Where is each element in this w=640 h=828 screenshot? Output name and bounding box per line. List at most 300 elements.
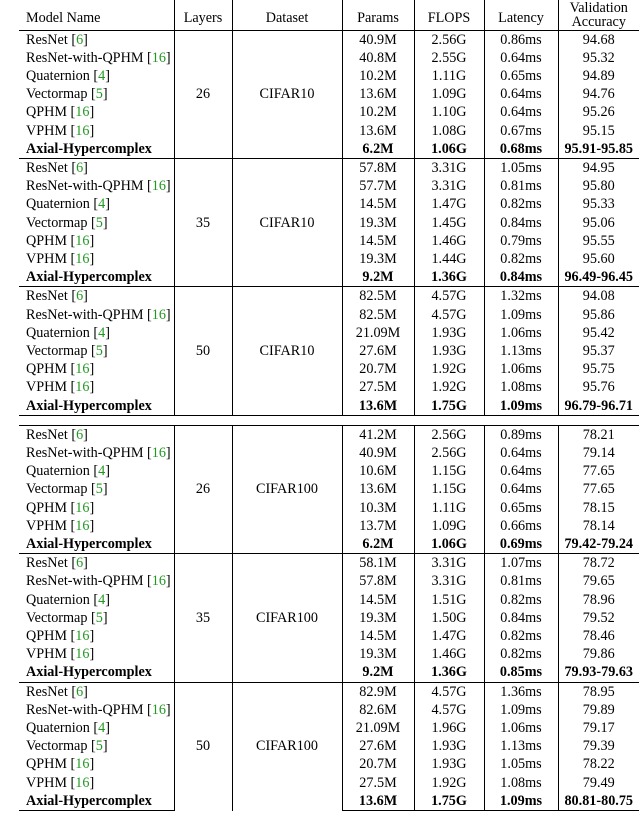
latency-cell: 1.13ms [484, 342, 558, 360]
model-name: VPHM [26, 379, 67, 396]
model-name-cell: Quaternion [4] [19, 462, 174, 480]
citation-link[interactable]: 6 [76, 555, 84, 572]
params-cell: 14.5M [342, 591, 414, 609]
citation-link[interactable]: 16 [75, 517, 90, 534]
params-cell: 13.6M [342, 397, 414, 416]
model-name-cell [19, 792, 174, 811]
model-name-cell: Vectormap [5] [19, 85, 174, 103]
citation-link[interactable]: 16 [75, 104, 90, 121]
latency-cell: 0.82ms [484, 250, 558, 268]
citation-link[interactable]: 5 [95, 214, 103, 231]
flops-cell: 1.09G [414, 517, 484, 535]
accuracy-cell: 95.26 [582, 104, 615, 121]
model-name-cell: Quaternion [4] [19, 324, 174, 342]
model-name-cell: VPHM [16] [19, 378, 174, 396]
model-name: ResNet [26, 555, 68, 572]
accuracy-cell: 95.76 [582, 379, 615, 396]
latency-cell: 0.82ms [484, 627, 558, 645]
flops-cell: 3.31G [414, 177, 484, 195]
model-name-cell: ResNet [6] [19, 287, 174, 306]
model-name: Axial-Hypercomplex [26, 397, 152, 414]
params-cell: 41.2M [342, 425, 414, 444]
table-row [19, 30, 639, 49]
flops-cell: 1.15G [414, 462, 484, 480]
flops-cell: 1.45G [414, 214, 484, 232]
latency-cell: 0.84ms [484, 214, 558, 232]
citation-link[interactable]: 16 [75, 774, 90, 791]
accuracy-cell: 79.52 [582, 609, 615, 626]
accuracy-cell: 79.65 [582, 573, 615, 590]
citation-link[interactable]: 6 [76, 31, 84, 48]
header-dataset: Dataset [232, 0, 342, 30]
flops-cell: 1.46G [414, 645, 484, 663]
model-name: QPHM [26, 628, 67, 644]
citation-link[interactable]: 4 [98, 324, 106, 341]
flops-cell: 1.92G [414, 378, 484, 396]
model-name-cell: VPHM [16] [19, 122, 174, 140]
model-name-cell: Quaternion [4] [19, 591, 174, 609]
accuracy-cell: 79.89 [582, 701, 615, 718]
citation-link[interactable]: 4 [98, 720, 106, 737]
model-name: Axial-Hypercomplex [26, 664, 152, 681]
accuracy-cell: 94.68 [558, 30, 639, 49]
citation-link[interactable]: 16 [151, 306, 166, 323]
latency-cell: 1.09ms [484, 306, 558, 324]
dataset-cell: CIFAR100 [232, 425, 342, 553]
citation-link[interactable]: 5 [95, 86, 103, 103]
table-header-row [19, 0, 639, 30]
flops-cell: 2.56G [414, 444, 484, 462]
citation-link[interactable]: 6 [76, 159, 84, 176]
results-table-container [19, 0, 639, 811]
model-name: QPHM [26, 232, 67, 249]
model-name: Quaternion [26, 463, 90, 480]
flops-cell: 1.11G [414, 499, 484, 517]
latency-cell: 0.82ms [484, 645, 558, 663]
flops-cell: 1.15G [414, 480, 484, 498]
latency-cell: 1.32ms [484, 287, 558, 306]
model-name: ResNet-with-QPHM [26, 701, 144, 718]
model-name: Axial-Hypercomplex [26, 792, 152, 809]
accuracy-cell: 95.75 [582, 361, 615, 378]
model-name-cell: ResNet-with-QPHM [16] [19, 572, 174, 590]
params-cell: 14.5M [342, 232, 414, 250]
latency-cell: 0.64ms [484, 462, 558, 480]
params-cell: 14.5M [342, 195, 414, 213]
citation-link[interactable]: 16 [75, 379, 90, 396]
model-name-cell: Quaternion [4] [19, 719, 174, 737]
latency-cell: 1.06ms [484, 324, 558, 342]
accuracy-cell: 78.95 [558, 682, 639, 701]
model-name: ResNet-with-QPHM [26, 49, 144, 66]
params-cell: 57.8M [342, 158, 414, 177]
citation-link[interactable]: 5 [95, 609, 103, 626]
layers-cell: 35 [174, 158, 232, 286]
table-row [19, 287, 639, 306]
latency-cell: 0.81ms [484, 572, 558, 590]
model-name: Quaternion [26, 67, 90, 84]
model-name-cell: ResNet [6] [19, 30, 174, 49]
flops-cell: 2.56G [414, 425, 484, 444]
model-name-cell: QPHM [16] [19, 232, 174, 250]
latency-cell: 1.08ms [484, 774, 558, 792]
citation-link[interactable]: 16 [151, 573, 166, 590]
params-cell: 57.8M [342, 572, 414, 590]
layers-cell: 26 [174, 30, 232, 158]
latency-cell: 0.64ms [484, 103, 558, 121]
citation-link[interactable]: 16 [75, 250, 90, 267]
accuracy-cell: 79.42-79.24 [564, 535, 634, 552]
model-name: QPHM [26, 499, 67, 516]
model-name-cell: ResNet [6] [19, 682, 174, 701]
params-cell: 6.2M [342, 535, 414, 554]
table-row [19, 425, 639, 444]
dataset-cell: CIFAR100 [232, 554, 342, 682]
latency-cell: 1.09ms [484, 701, 558, 719]
table-row [19, 554, 639, 573]
accuracy-cell: 79.17 [582, 720, 615, 737]
model-name: Axial-Hypercomplex [26, 269, 152, 286]
flops-cell: 1.36G [414, 268, 484, 287]
accuracy-cell: 79.86 [582, 646, 615, 663]
model-name: Vectormap [26, 481, 88, 498]
flops-cell: 1.46G [414, 232, 484, 250]
accuracy-cell: 78.96 [582, 591, 615, 608]
citation-link[interactable]: 5 [95, 342, 103, 359]
flops-cell: 4.57G [414, 306, 484, 324]
layers-cell: 26 [174, 425, 232, 553]
accuracy-cell: 95.37 [582, 342, 615, 359]
accuracy-cell: 96.79-96.71 [564, 397, 634, 414]
params-cell: 27.6M [342, 737, 414, 755]
params-cell: 10.2M [342, 103, 414, 121]
model-name: ResNet-with-QPHM [26, 306, 144, 323]
model-name-cell [19, 268, 174, 287]
model-name-cell: Vectormap [5] [19, 480, 174, 498]
model-name-cell [19, 663, 174, 682]
params-cell: 21.09M [342, 324, 414, 342]
latency-cell: 0.68ms [484, 140, 558, 159]
accuracy-cell: 79.93-79.63 [564, 664, 634, 681]
flops-cell: 1.08G [414, 122, 484, 140]
layers-cell: 50 [174, 682, 232, 810]
model-name-cell: ResNet [6] [19, 425, 174, 444]
model-name-cell: QPHM [16] [19, 360, 174, 378]
model-name: Axial-Hypercomplex [26, 140, 152, 157]
latency-cell: 0.67ms [484, 122, 558, 140]
params-cell: 20.7M [342, 360, 414, 378]
accuracy-cell: 95.42 [582, 324, 615, 341]
model-name: Quaternion [26, 324, 90, 341]
model-name: ResNet-with-QPHM [26, 178, 144, 195]
model-name-cell: QPHM [16] [19, 103, 174, 121]
model-name: Vectormap [26, 738, 88, 755]
latency-cell: 0.66ms [484, 517, 558, 535]
flops-cell: 1.06G [414, 535, 484, 554]
model-name: VPHM [26, 122, 67, 139]
flops-cell: 1.06G [414, 140, 484, 159]
latency-cell: 0.82ms [484, 591, 558, 609]
accuracy-cell: 95.32 [582, 49, 615, 66]
latency-cell: 0.64ms [484, 85, 558, 103]
header-layers: Layers [174, 0, 232, 30]
model-name: Axial-Hypercomplex [26, 535, 152, 552]
latency-cell: 0.89ms [484, 425, 558, 444]
accuracy-cell: 96.49-96.45 [564, 269, 634, 286]
model-name: Vectormap [26, 342, 88, 359]
model-name-cell: VPHM [16] [19, 517, 174, 535]
params-cell: 13.7M [342, 517, 414, 535]
model-name-cell: ResNet-with-QPHM [16] [19, 306, 174, 324]
model-name: VPHM [26, 250, 67, 267]
params-cell: 13.6M [342, 792, 414, 811]
latency-cell: 1.09ms [484, 397, 558, 416]
params-cell: 6.2M [342, 140, 414, 159]
citation-link[interactable]: 16 [75, 122, 90, 139]
params-cell: 58.1M [342, 554, 414, 573]
citation-link[interactable]: 16 [75, 756, 90, 773]
citation-link[interactable]: 4 [98, 463, 106, 480]
flops-cell: 1.36G [414, 663, 484, 682]
model-name-cell: VPHM [16] [19, 645, 174, 663]
model-name: Vectormap [26, 609, 88, 626]
latency-cell: 0.64ms [484, 444, 558, 462]
flops-cell: 1.50G [414, 609, 484, 627]
flops-cell: 1.92G [414, 774, 484, 792]
model-name-cell: ResNet-with-QPHM [16] [19, 177, 174, 195]
model-name-cell: Vectormap [5] [19, 609, 174, 627]
model-name: Quaternion [26, 591, 90, 608]
params-cell: 82.6M [342, 701, 414, 719]
flops-cell: 1.96G [414, 719, 484, 737]
accuracy-cell: 95.86 [582, 306, 615, 323]
model-name: VPHM [26, 646, 67, 663]
params-cell: 9.2M [342, 663, 414, 682]
accuracy-cell: 95.15 [582, 122, 615, 139]
accuracy-cell: 95.06 [582, 214, 615, 231]
params-cell: 10.2M [342, 67, 414, 85]
header-latency: Latency [484, 0, 558, 30]
params-cell: 20.7M [342, 755, 414, 773]
accuracy-cell: 95.55 [582, 232, 615, 249]
citation-link[interactable]: 16 [75, 361, 90, 378]
params-cell: 19.3M [342, 609, 414, 627]
citation-link[interactable]: 4 [98, 67, 106, 84]
flops-cell: 1.11G [414, 67, 484, 85]
accuracy-cell: 95.80 [582, 178, 615, 195]
model-name-cell: QPHM [16] [19, 755, 174, 773]
model-name: Vectormap [26, 86, 88, 103]
dataset-separator-row [19, 415, 639, 425]
flops-cell: 4.57G [414, 287, 484, 306]
model-name-cell: Quaternion [4] [19, 195, 174, 213]
accuracy-cell: 80.81-80.75 [558, 792, 639, 811]
layers-cell: 50 [174, 287, 232, 415]
params-cell: 82.5M [342, 287, 414, 306]
model-name-cell: Quaternion [4] [19, 67, 174, 85]
params-cell: 13.6M [342, 85, 414, 103]
model-name-cell: QPHM [16] [19, 499, 174, 517]
table-row [19, 682, 639, 701]
accuracy-cell: 78.15 [582, 499, 615, 516]
model-name-cell: ResNet-with-QPHM [16] [19, 444, 174, 462]
header-flops: FLOPS [414, 0, 484, 30]
model-name-cell: VPHM [16] [19, 250, 174, 268]
latency-cell: 0.69ms [484, 535, 558, 554]
model-name: Quaternion [26, 196, 90, 213]
accuracy-cell: 94.89 [582, 67, 615, 84]
flops-cell: 1.10G [414, 103, 484, 121]
flops-cell: 1.93G [414, 755, 484, 773]
model-name: Quaternion [26, 720, 90, 737]
latency-cell: 0.65ms [484, 499, 558, 517]
model-name: QPHM [26, 104, 67, 121]
accuracy-cell: 78.22 [582, 756, 615, 773]
flops-cell: 3.31G [414, 572, 484, 590]
params-cell: 27.6M [342, 342, 414, 360]
results-table [19, 0, 639, 811]
citation-link[interactable]: 4 [98, 196, 106, 213]
flops-cell: 2.56G [414, 30, 484, 49]
model-name-cell: VPHM [16] [19, 774, 174, 792]
flops-cell: 1.44G [414, 250, 484, 268]
params-cell: 9.2M [342, 268, 414, 287]
model-name-cell [19, 535, 174, 554]
model-name-cell: Vectormap [5] [19, 737, 174, 755]
params-cell: 19.3M [342, 645, 414, 663]
citation-link[interactable]: 5 [95, 738, 103, 755]
accuracy-cell: 77.65 [582, 481, 615, 498]
citation-link[interactable]: 16 [75, 628, 90, 644]
header-validation-accuracy: Validation Accuracy [569, 0, 628, 30]
latency-cell: 1.13ms [484, 737, 558, 755]
latency-cell: 1.09ms [484, 792, 558, 811]
params-cell: 13.6M [342, 480, 414, 498]
citation-link[interactable]: 16 [151, 49, 166, 66]
params-cell: 14.5M [342, 627, 414, 645]
header-params: Params [342, 0, 414, 30]
latency-cell: 1.05ms [484, 755, 558, 773]
citation-link[interactable]: 5 [95, 481, 103, 498]
model-name: ResNet [26, 159, 68, 176]
accuracy-cell: 78.14 [582, 517, 615, 534]
citation-link[interactable]: 16 [75, 232, 90, 249]
model-name: ResNet-with-QPHM [26, 573, 144, 590]
latency-cell: 0.79ms [484, 232, 558, 250]
model-name: ResNet [26, 31, 68, 48]
model-name: ResNet-with-QPHM [26, 444, 144, 461]
flops-cell: 4.57G [414, 701, 484, 719]
latency-cell: 0.86ms [484, 30, 558, 49]
accuracy-cell: 94.76 [582, 86, 615, 103]
params-cell: 19.3M [342, 214, 414, 232]
params-cell: 21.09M [342, 719, 414, 737]
citation-link[interactable]: 16 [151, 444, 166, 461]
params-cell: 10.6M [342, 462, 414, 480]
latency-cell: 1.07ms [484, 554, 558, 573]
params-cell: 40.9M [342, 444, 414, 462]
flops-cell: 1.93G [414, 324, 484, 342]
citation-link[interactable]: 16 [75, 646, 90, 663]
flops-cell: 1.75G [414, 792, 484, 811]
accuracy-cell: 78.21 [558, 425, 639, 444]
latency-cell: 0.64ms [484, 49, 558, 67]
params-cell: 10.3M [342, 499, 414, 517]
citation-link[interactable]: 16 [151, 701, 166, 718]
citation-link[interactable]: 6 [76, 288, 84, 305]
latency-cell: 0.65ms [484, 67, 558, 85]
params-cell: 13.6M [342, 122, 414, 140]
model-name: QPHM [26, 361, 67, 378]
params-cell: 82.5M [342, 306, 414, 324]
flops-cell: 1.09G [414, 85, 484, 103]
dataset-cell: CIFAR10 [232, 287, 342, 415]
params-cell: 27.5M [342, 378, 414, 396]
model-name-cell: ResNet [6] [19, 554, 174, 573]
flops-cell: 1.47G [414, 627, 484, 645]
citation-link[interactable]: 16 [75, 499, 90, 516]
accuracy-cell: 78.46 [582, 628, 615, 644]
dataset-cell: CIFAR10 [232, 158, 342, 286]
header-model-name: Model Name [19, 0, 174, 30]
citation-link[interactable]: 6 [76, 426, 84, 443]
dataset-cell: CIFAR10 [232, 30, 342, 158]
separator-cell [19, 415, 639, 425]
flops-cell: 1.93G [414, 342, 484, 360]
accuracy-cell: 77.65 [582, 463, 615, 480]
citation-link[interactable]: 6 [76, 683, 84, 700]
accuracy-cell: 95.91-95.85 [564, 140, 634, 157]
params-cell: 40.8M [342, 49, 414, 67]
model-name: VPHM [26, 517, 67, 534]
latency-cell: 0.82ms [484, 195, 558, 213]
flops-cell: 3.31G [414, 554, 484, 573]
layers-cell: 35 [174, 554, 232, 682]
model-name-cell: QPHM [16] [19, 627, 174, 645]
latency-cell: 0.85ms [484, 663, 558, 682]
model-name: Vectormap [26, 214, 88, 231]
latency-cell: 0.64ms [484, 480, 558, 498]
flops-cell: 1.93G [414, 737, 484, 755]
model-name-cell [19, 397, 174, 416]
model-name-cell: Vectormap [5] [19, 342, 174, 360]
model-name-cell: Vectormap [5] [19, 214, 174, 232]
latency-cell: 0.81ms [484, 177, 558, 195]
accuracy-cell: 94.95 [558, 158, 639, 177]
accuracy-cell: 78.72 [558, 554, 639, 573]
citation-link[interactable]: 4 [98, 591, 106, 608]
model-name: QPHM [26, 756, 67, 773]
model-name-cell: ResNet [6] [19, 158, 174, 177]
accuracy-cell: 95.33 [582, 196, 615, 213]
flops-cell: 1.51G [414, 591, 484, 609]
latency-cell: 1.05ms [484, 158, 558, 177]
accuracy-cell: 79.14 [582, 444, 615, 461]
flops-cell: 1.47G [414, 195, 484, 213]
latency-cell: 1.36ms [484, 682, 558, 701]
latency-cell: 0.84ms [484, 268, 558, 287]
params-cell: 19.3M [342, 250, 414, 268]
citation-link[interactable]: 16 [151, 178, 166, 195]
latency-cell: 0.84ms [484, 609, 558, 627]
params-cell: 27.5M [342, 774, 414, 792]
flops-cell: 4.57G [414, 682, 484, 701]
flops-cell: 2.55G [414, 49, 484, 67]
accuracy-cell: 79.49 [582, 774, 615, 791]
model-name: VPHM [26, 774, 67, 791]
dataset-cell: CIFAR100 [232, 682, 342, 810]
accuracy-cell: 79.39 [582, 738, 615, 755]
